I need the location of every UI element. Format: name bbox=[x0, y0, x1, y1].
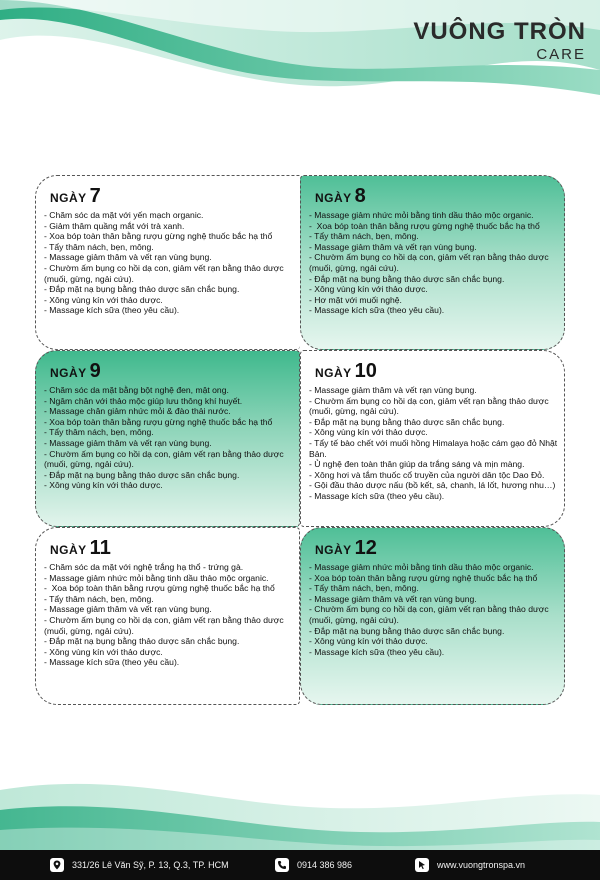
list-item: - Massage kích sữa (theo yêu cầu). bbox=[309, 646, 445, 657]
list-item: - Massage giảm nhức mỏi bằng tinh dầu thảo mộc organic. bbox=[44, 572, 269, 583]
list-item: - Chăm sóc da mặt với yến mạch organic. bbox=[44, 210, 204, 220]
brand-subtitle: CARE bbox=[536, 46, 586, 63]
day-heading bbox=[315, 538, 558, 558]
list-item: - Hơ mặt với muối nghệ. bbox=[309, 294, 402, 305]
location-pin-icon bbox=[50, 858, 64, 872]
list-item: - Massage kích sữa (theo yêu cầu). bbox=[44, 305, 180, 316]
list-item: - Tẩy tế bào chết với muối hồng Himalaya hoặc cám gạo đỏ Nhật Bản. bbox=[309, 437, 560, 459]
list-item: - Chăm sóc da mặt với nghệ trắng hạ thổ - trứng gà. bbox=[44, 562, 244, 572]
list-item: - Massage giảm thâm và vết rạn vùng bụng. bbox=[44, 604, 212, 615]
footer-website[interactable] bbox=[415, 850, 525, 880]
list-item: - Massage giảm thâm và vết rạn vùng bụng. bbox=[44, 437, 212, 448]
list-item: - Chườm ấm bụng co hồi dạ con, giảm vết rạn bằng thảo dược (muối, gừng, ngải cứu). bbox=[309, 395, 552, 417]
day-label: NGÀY bbox=[315, 366, 352, 380]
day-card-10 bbox=[300, 350, 565, 527]
list-item: - Đắp mặt nạ bụng bằng thảo dược săn chắc bụng. bbox=[309, 273, 505, 284]
list-item: - Massage kích sữa (theo yêu cầu). bbox=[309, 490, 445, 501]
list-item: - Chườm ấm bụng co hồi dạ con, giảm vết rạn bằng thảo dược (muối, gừng, ngải cứu). bbox=[44, 448, 287, 470]
day-number: 10 bbox=[354, 360, 377, 382]
day-label: NGÀY bbox=[50, 543, 87, 557]
day-number: 9 bbox=[89, 360, 101, 382]
list-item: - Đắp mặt nạ bụng bằng thảo dược săn chắc bụng. bbox=[309, 416, 505, 427]
list-item: - Xoa bóp toàn thân bằng rượu gừng nghệ thuốc bắc hạ thổ bbox=[44, 231, 273, 242]
brand-title: VUÔNG TRÒN bbox=[413, 18, 586, 45]
list-item: - Massage giảm nhức mỏi bằng tinh dầu thảo mộc organic. bbox=[309, 562, 534, 572]
list-item: - Giảm thâm quầng mắt với trà xanh. bbox=[44, 220, 185, 231]
list-item: - Xông hơi và tắm thuốc cổ truyền của người dân tộc Dao Đỏ. bbox=[309, 469, 545, 480]
day-number: 11 bbox=[89, 537, 111, 559]
list-item: - Tẩy thâm nách, bẹn, mông. bbox=[44, 593, 154, 604]
day-label: NGÀY bbox=[315, 191, 352, 205]
list-item: - Massage giảm nhức mỏi bằng tinh dầu thảo mộc organic. bbox=[309, 210, 534, 220]
list-item: - Tẩy thâm nách, bẹn, mông. bbox=[44, 427, 154, 438]
list-item: - Tẩy thâm nách, bẹn, mông. bbox=[309, 231, 419, 242]
list-item: - Đắp mặt nạ bụng bằng thảo dược săn chắc bụng. bbox=[44, 469, 240, 480]
day-heading bbox=[315, 186, 558, 206]
day-card-12 bbox=[300, 527, 565, 705]
day-heading bbox=[50, 361, 293, 381]
day-card-8 bbox=[300, 175, 565, 350]
list-item: - Massage kích sữa (theo yêu cầu). bbox=[44, 657, 180, 668]
day-items bbox=[44, 385, 293, 491]
list-item: - Tẩy thâm nách, bẹn, mông. bbox=[309, 583, 419, 594]
list-item: - Xoa bóp toàn thân bằng rượu gừng nghệ thuốc bắc hạ thổ bbox=[44, 416, 273, 427]
day-label: NGÀY bbox=[315, 543, 352, 557]
day-card-9 bbox=[35, 350, 300, 527]
list-item: - Chườm ấm bụng co hồi dạ con, giảm vết rạn bằng thảo dược (muối, gừng, ngải cứu). bbox=[44, 262, 287, 284]
list-item: - Massage giảm thâm và vết rạn vùng bụng. bbox=[309, 385, 477, 395]
list-item: - Xông vùng kín với thảo dược. bbox=[44, 294, 163, 305]
day-items bbox=[309, 385, 558, 502]
day-number: 12 bbox=[354, 537, 377, 559]
list-item: - Massage giảm thâm và vết rạn vùng bụng. bbox=[44, 252, 212, 263]
list-item: - Massage chân giảm nhức mỏi & đào thải nước. bbox=[44, 406, 231, 417]
phone-number[interactable]: 0914 386 986 bbox=[297, 860, 353, 870]
list-item: - Gội đầu thảo dược nấu (bồ kết, sả, chanh, lá lốt, hương nhu…) bbox=[309, 480, 556, 491]
brand-logo bbox=[413, 20, 586, 63]
list-item: - Đắp mặt nạ bụng bằng thảo dược săn chắc bụng. bbox=[309, 625, 505, 636]
list-item: - Xoa bóp toàn thân bằng rượu gừng nghệ thuốc bắc hạ thổ bbox=[309, 572, 538, 583]
day-items bbox=[309, 562, 558, 657]
day-items bbox=[309, 210, 558, 316]
day-heading bbox=[50, 186, 294, 206]
day-label: NGÀY bbox=[50, 191, 87, 205]
day-heading bbox=[315, 361, 558, 381]
list-item: - Xông vùng kín với thảo dược. bbox=[309, 427, 428, 438]
list-item: - Ủ nghệ đen toàn thân giúp da trắng sáng và mịn màng. bbox=[309, 459, 525, 470]
list-item: - Massage kích sữa (theo yêu cầu). bbox=[309, 305, 445, 316]
list-item: - Ngâm chân với thảo mộc giúp lưu thông khí huyết. bbox=[44, 395, 243, 406]
address-text: 331/26 Lê Văn Sỹ, P. 13, Q.3, TP. HCM bbox=[72, 860, 229, 870]
list-item: - Xoa bóp toàn thân bằng rượu gừng nghệ thuốc bắc hạ thổ bbox=[44, 583, 275, 594]
day-heading bbox=[50, 538, 293, 558]
list-item: - Chăm sóc da mặt bằng bột nghệ đen, mật ong. bbox=[44, 385, 229, 395]
footer-phone[interactable] bbox=[275, 850, 352, 880]
list-item: - Xoa bóp toàn thân bằng rượu gừng nghệ thuốc bắc hạ thổ bbox=[309, 220, 540, 231]
list-item: - Massage giảm thâm và vết rạn vùng bụng. bbox=[309, 593, 477, 604]
website-link[interactable]: www.vuongtronspa.vn bbox=[437, 860, 526, 870]
footer-bar bbox=[0, 850, 600, 880]
day-label: NGÀY bbox=[50, 366, 87, 380]
footer-address bbox=[50, 850, 229, 880]
list-item: - Xông vùng kín với thảo dược. bbox=[44, 646, 163, 657]
list-item: - Xông vùng kín với thảo dược. bbox=[44, 480, 163, 491]
list-item: - Tẩy thâm nách, bẹn, mông. bbox=[44, 241, 154, 252]
day-items bbox=[44, 562, 293, 668]
list-item: - Đắp mặt nạ bụng bằng thảo dược săn chắc bụng. bbox=[44, 284, 240, 295]
day-number: 7 bbox=[89, 185, 101, 207]
day-card-11 bbox=[35, 527, 300, 705]
list-item: - Chườm ấm bụng co hồi dạ con, giảm vết rạn bằng thảo dược (muối, gừng, ngải cứu). bbox=[44, 614, 287, 636]
day-number: 8 bbox=[354, 185, 366, 207]
day-card-7 bbox=[35, 175, 300, 350]
list-item: - Xông vùng kín với thảo dược. bbox=[309, 284, 428, 295]
phone-icon bbox=[275, 858, 289, 872]
day-items bbox=[44, 210, 294, 316]
list-item: - Đắp mặt nạ bụng bằng thảo dược săn chắc bụng. bbox=[44, 636, 240, 647]
list-item: - Xông vùng kín với thảo dược. bbox=[309, 636, 428, 647]
list-item: - Chườm ấm bụng co hồi dạ con, giảm vết rạn bằng thảo dược (muối, gừng, ngải cứu). bbox=[309, 604, 552, 625]
cursor-icon bbox=[415, 858, 429, 872]
list-item: - Massage giảm thâm và vết rạn vùng bụng. bbox=[309, 241, 477, 252]
list-item: - Chườm ấm bụng co hồi dạ con, giảm vết rạn bằng thảo dược (muối, gừng, ngải cứu). bbox=[309, 252, 552, 273]
